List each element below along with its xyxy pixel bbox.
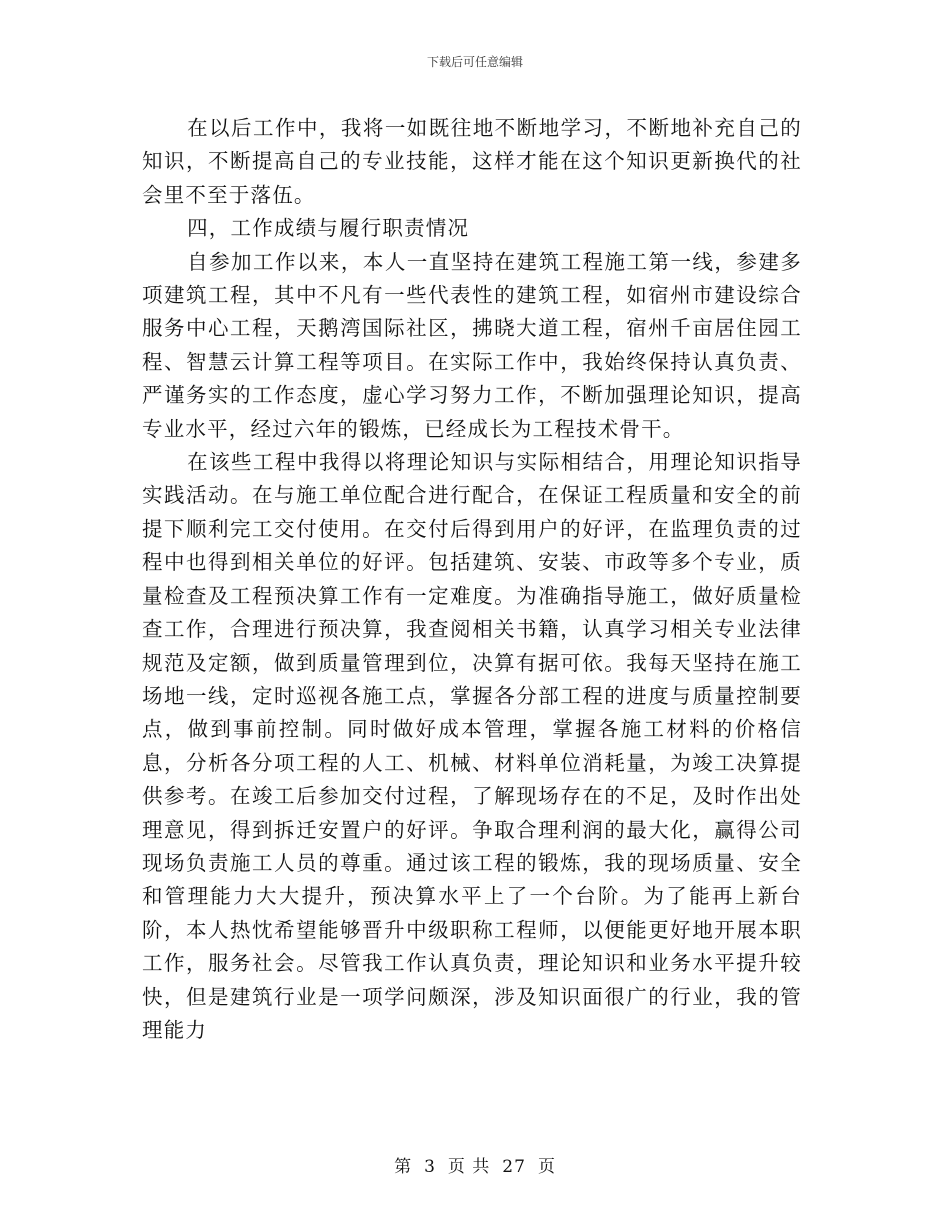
footer-prefix: 第 <box>394 1157 413 1177</box>
document-body <box>142 112 802 1047</box>
page-header: 下载后可任意编辑 <box>426 55 523 69</box>
page-footer <box>0 1152 950 1177</box>
section-heading: 四，工作成绩与履行职责情况 <box>187 216 470 241</box>
footer-middle: 页 共 <box>447 1157 491 1177</box>
footer-suffix: 页 <box>537 1157 556 1177</box>
paragraph-achievements: 自参加工作以来，本人一直坚持在建筑工程施工第一线，参建多项建筑工程，其中不凡有一些代表性的建筑工程，如宿州市建设综合服务中心工程，天鹅湾国际社区，拂晓大道工程，宿州千亩居住园工程、智慧云计算工程等项目。在实际工作中，我始终保持认真负责、严谨务实的工作态度，虚心学习努力工作，不断加强理论知识，提高专业水平，经过六年的锻炼，已经成长为工程技术骨干。 <box>142 249 802 441</box>
paragraph-projects: 在该些工程中我得以将理论知识与实际相结合，用理论知识指导实践活动。在与施工单位配合进行配合，在保证工程质量和安全的前提下顺利完工交付使用。在交付后得到用户的好评，在监理负责的过程中也得到相关单位的好评。包括建筑、安装、市政等多个专业，质量检查及工程预决算工作有一定难度。为准确指导施工，做好质量检查工作，合理进行预决算，我查阅相关书籍，认真学习相关专业法律规范及定额，做到质量管理到位，决算有据可依。我每天坚持在施工场地一线，定时巡视各施工点，掌握各分部工程的进度与质量控制要点，做到事前控制。同时做好成本管理，掌握各施工材料的价格信息，分析各分项工程的人工、机械、材料单位消耗量，为竣工决算提供参考。在竣工后参加交付过程，了解现场存在的不足，及时作出处理意见，得到拆迁安置户的好评。争取合理利润的最大化，赢得公司现场负责施工人员的尊重。通过该工程的锻炼，我的现场质量、安全和管理能力大大提升，预决算水平上了一个台阶。为了能再上新台阶，本人热忱希望能够晋升中级职称工程师，以便能更好地开展本职工作，服务社会。尽管我工作认真负责，理论知识和业务水平提升较快，但是建筑行业是一项学问颇深，涉及知识面很广的行业，我的管理能力 <box>142 450 802 1042</box>
paragraph-learning: 在以后工作中，我将一如既往地不断地学习，不断地补充自己的知识，不断提高自己的专业技能，这样才能在这个知识更新换代的社会里不至于落伍。 <box>142 116 802 207</box>
footer-total-pages: 27 <box>502 1157 526 1177</box>
footer-current-page: 3 <box>424 1157 436 1177</box>
